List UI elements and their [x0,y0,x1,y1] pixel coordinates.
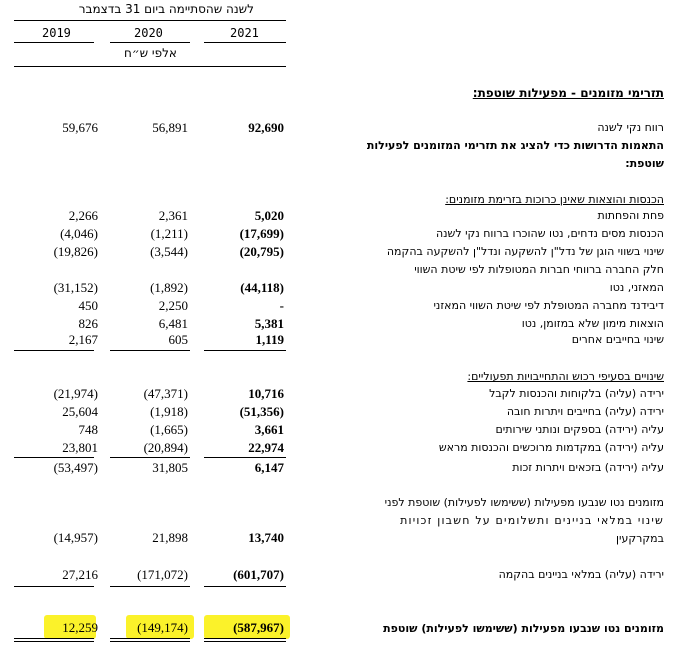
section1-rule-2020 [110,350,190,351]
s2-row-2019: (21,974) [53,386,98,401]
total-rule-2019 [14,638,94,642]
year-2019: 2019 [42,26,71,40]
section1-rule-2021 [204,350,286,351]
section1-title: הכנסות והוצאות שאינן כרוכות בזרימת מזומנים: [445,193,664,206]
s1-row-2019: 826 [78,316,98,331]
s1-row-2020: 2,361 [158,208,188,223]
subtotal-2021: 13,740 [248,530,284,545]
inventory-2020: (171,072) [137,567,188,582]
s2-row-2021: 22,974 [248,440,284,455]
s1-row-2019: (31,152) [53,280,98,295]
s2-row-label: ירידה (עליה) בחייבים ויתרות חובה [506,405,664,418]
year-2021: 2021 [230,26,259,40]
s2-row-2019: 23,801 [62,440,98,455]
year-2020: 2020 [134,26,163,40]
subtotal-2019: (14,957) [53,530,98,545]
inventory-2021: (601,707) [233,567,284,582]
s2-row-label: עליה (ירידה) בזכאים ויתרות זכות [512,461,664,474]
s2-row-2019: 25,604 [62,404,98,419]
total-rule-2020 [110,638,190,642]
s1-row-2019: (19,826) [53,244,98,259]
s2-row-label: ירידה (עליה) בלקוחות והכנסות לקבל [489,387,664,400]
s1-row-2019: 2,167 [68,332,98,347]
s2-row-2020: (47,371) [143,386,188,401]
s1-row-2021: (20,795) [239,244,284,259]
section2-mid-rule-2021 [204,457,286,458]
section2-title: שינויים בסעיפי רכוש והתחייבויות תפעוליים: [467,370,664,383]
total-rule-2021 [204,638,286,642]
s1-row-2021: 1,119 [255,332,284,347]
s1-row-2020: (1,892) [150,280,188,295]
s1-row-label-cont: המאזני, נטו [609,281,664,294]
s1-row-label: פחת והפחתות [597,209,664,222]
header-top-rule [14,20,286,21]
subtotal-2020: 21,898 [152,530,188,545]
s2-row-2020: 31,805 [152,460,188,475]
section-title: תזרימי מזומנים - מפעילות שוטפת: [472,86,664,100]
header-rule-2019 [14,42,94,43]
total-2020: (149,174) [137,620,188,635]
total-2021: (587,967) [233,620,284,635]
net-profit-2019: 59,676 [62,120,98,135]
s1-row-2019: (4,046) [60,226,98,241]
s1-row-2020: 6,481 [158,316,188,331]
inventory-rule-2019 [14,586,94,587]
s2-row-2019: 748 [78,422,98,437]
adjustments-title-cont: שוטפת: [625,157,664,170]
s1-row-label: חלק החברה ברווחי חברות המטופלות לפי שיטת השווי [414,263,664,276]
subtotal-label-cont: שינוי במלאי בניינים ותשלומים על חשבון זכויות [400,514,664,527]
inventory-label: ירידה (עליה) במלאי בניינים בהקמה [498,568,664,581]
total-label: מזומנים נטו שנבעו מפעילות (ששימשו לפעילות) שוטפת [383,622,664,635]
s1-row-2021: 5,020 [254,208,284,223]
period-label: לשנה שהסתיימה ביום 31 בדצמבר [78,2,254,16]
s2-row-2021: 3,661 [254,422,284,437]
net-profit-2020: 56,891 [152,120,188,135]
s1-row-2021: (17,699) [239,226,284,241]
section1-rule-2019 [14,350,94,351]
inventory-rule-2021 [204,586,286,587]
s2-row-label: עליה (ירידה) בספקים ונותני שירותים [495,423,664,436]
s1-row-label: שינוי בשווי הוגן של נדל"ן להשקעה ונדל"ן להשקעה בהקמה [386,245,664,258]
s2-row-2020: (20,894) [143,440,188,455]
s1-row-label: הוצאות מימון שלא במזומן, נטו [521,317,664,330]
s2-row-2021: (51,356) [239,404,284,419]
s1-row-2020: (1,211) [150,226,188,241]
section2-mid-rule-2019 [14,457,94,458]
s2-row-label: עליה (ירידה) במקדמות מרוכשים והכנסות מראש [438,441,664,454]
s2-row-2021: 10,716 [248,386,284,401]
total-2019: 12,259 [62,620,98,635]
s1-row-2021: (44,118) [240,280,284,295]
s1-row-label: דיבידנד מחברה המטופלת לפי שיטת השווי המאזני [433,299,664,312]
inventory-2019: 27,216 [62,567,98,582]
s2-row-2021: 6,147 [254,460,284,475]
adjustments-title: התאמות הדרושות כדי להציג את תזרימי המזומנים לפעילות [366,139,664,152]
header-rule-2021 [204,42,286,43]
s1-row-label: הכנסות מסים נדחים, נטו שהוכרו ברווח נקי לשנה [435,227,664,240]
inventory-rule-2020 [110,586,190,587]
header-bottom-rule [14,66,286,67]
s1-row-2020: (3,544) [150,244,188,259]
s2-row-2019: (53,497) [53,460,98,475]
net-profit-2021: 92,690 [248,120,284,135]
s1-row-label: שינוי בחייבים אחרים [571,333,664,346]
s2-row-2020: (1,918) [150,404,188,419]
unit-label: אלפי ש״ח [124,46,177,60]
net-profit-label: רווח נקי לשנה [597,121,664,134]
s2-row-2020: (1,665) [150,422,188,437]
s1-row-2021: - [279,298,284,313]
s1-row-2019: 2,266 [68,208,98,223]
s1-row-2020: 605 [168,332,188,347]
header-rule-2020 [110,42,190,43]
s1-row-2019: 450 [78,298,98,313]
subtotal-label-cont2: במקרקעין [616,532,664,545]
s1-row-2020: 2,250 [158,298,188,313]
section2-mid-rule-2020 [110,457,190,458]
s1-row-2021: 5,381 [254,316,284,331]
subtotal-label: מזומנים נטו שנבעו מפעילות (ששימשו לפעילות) שוטפת לפני [384,496,664,509]
